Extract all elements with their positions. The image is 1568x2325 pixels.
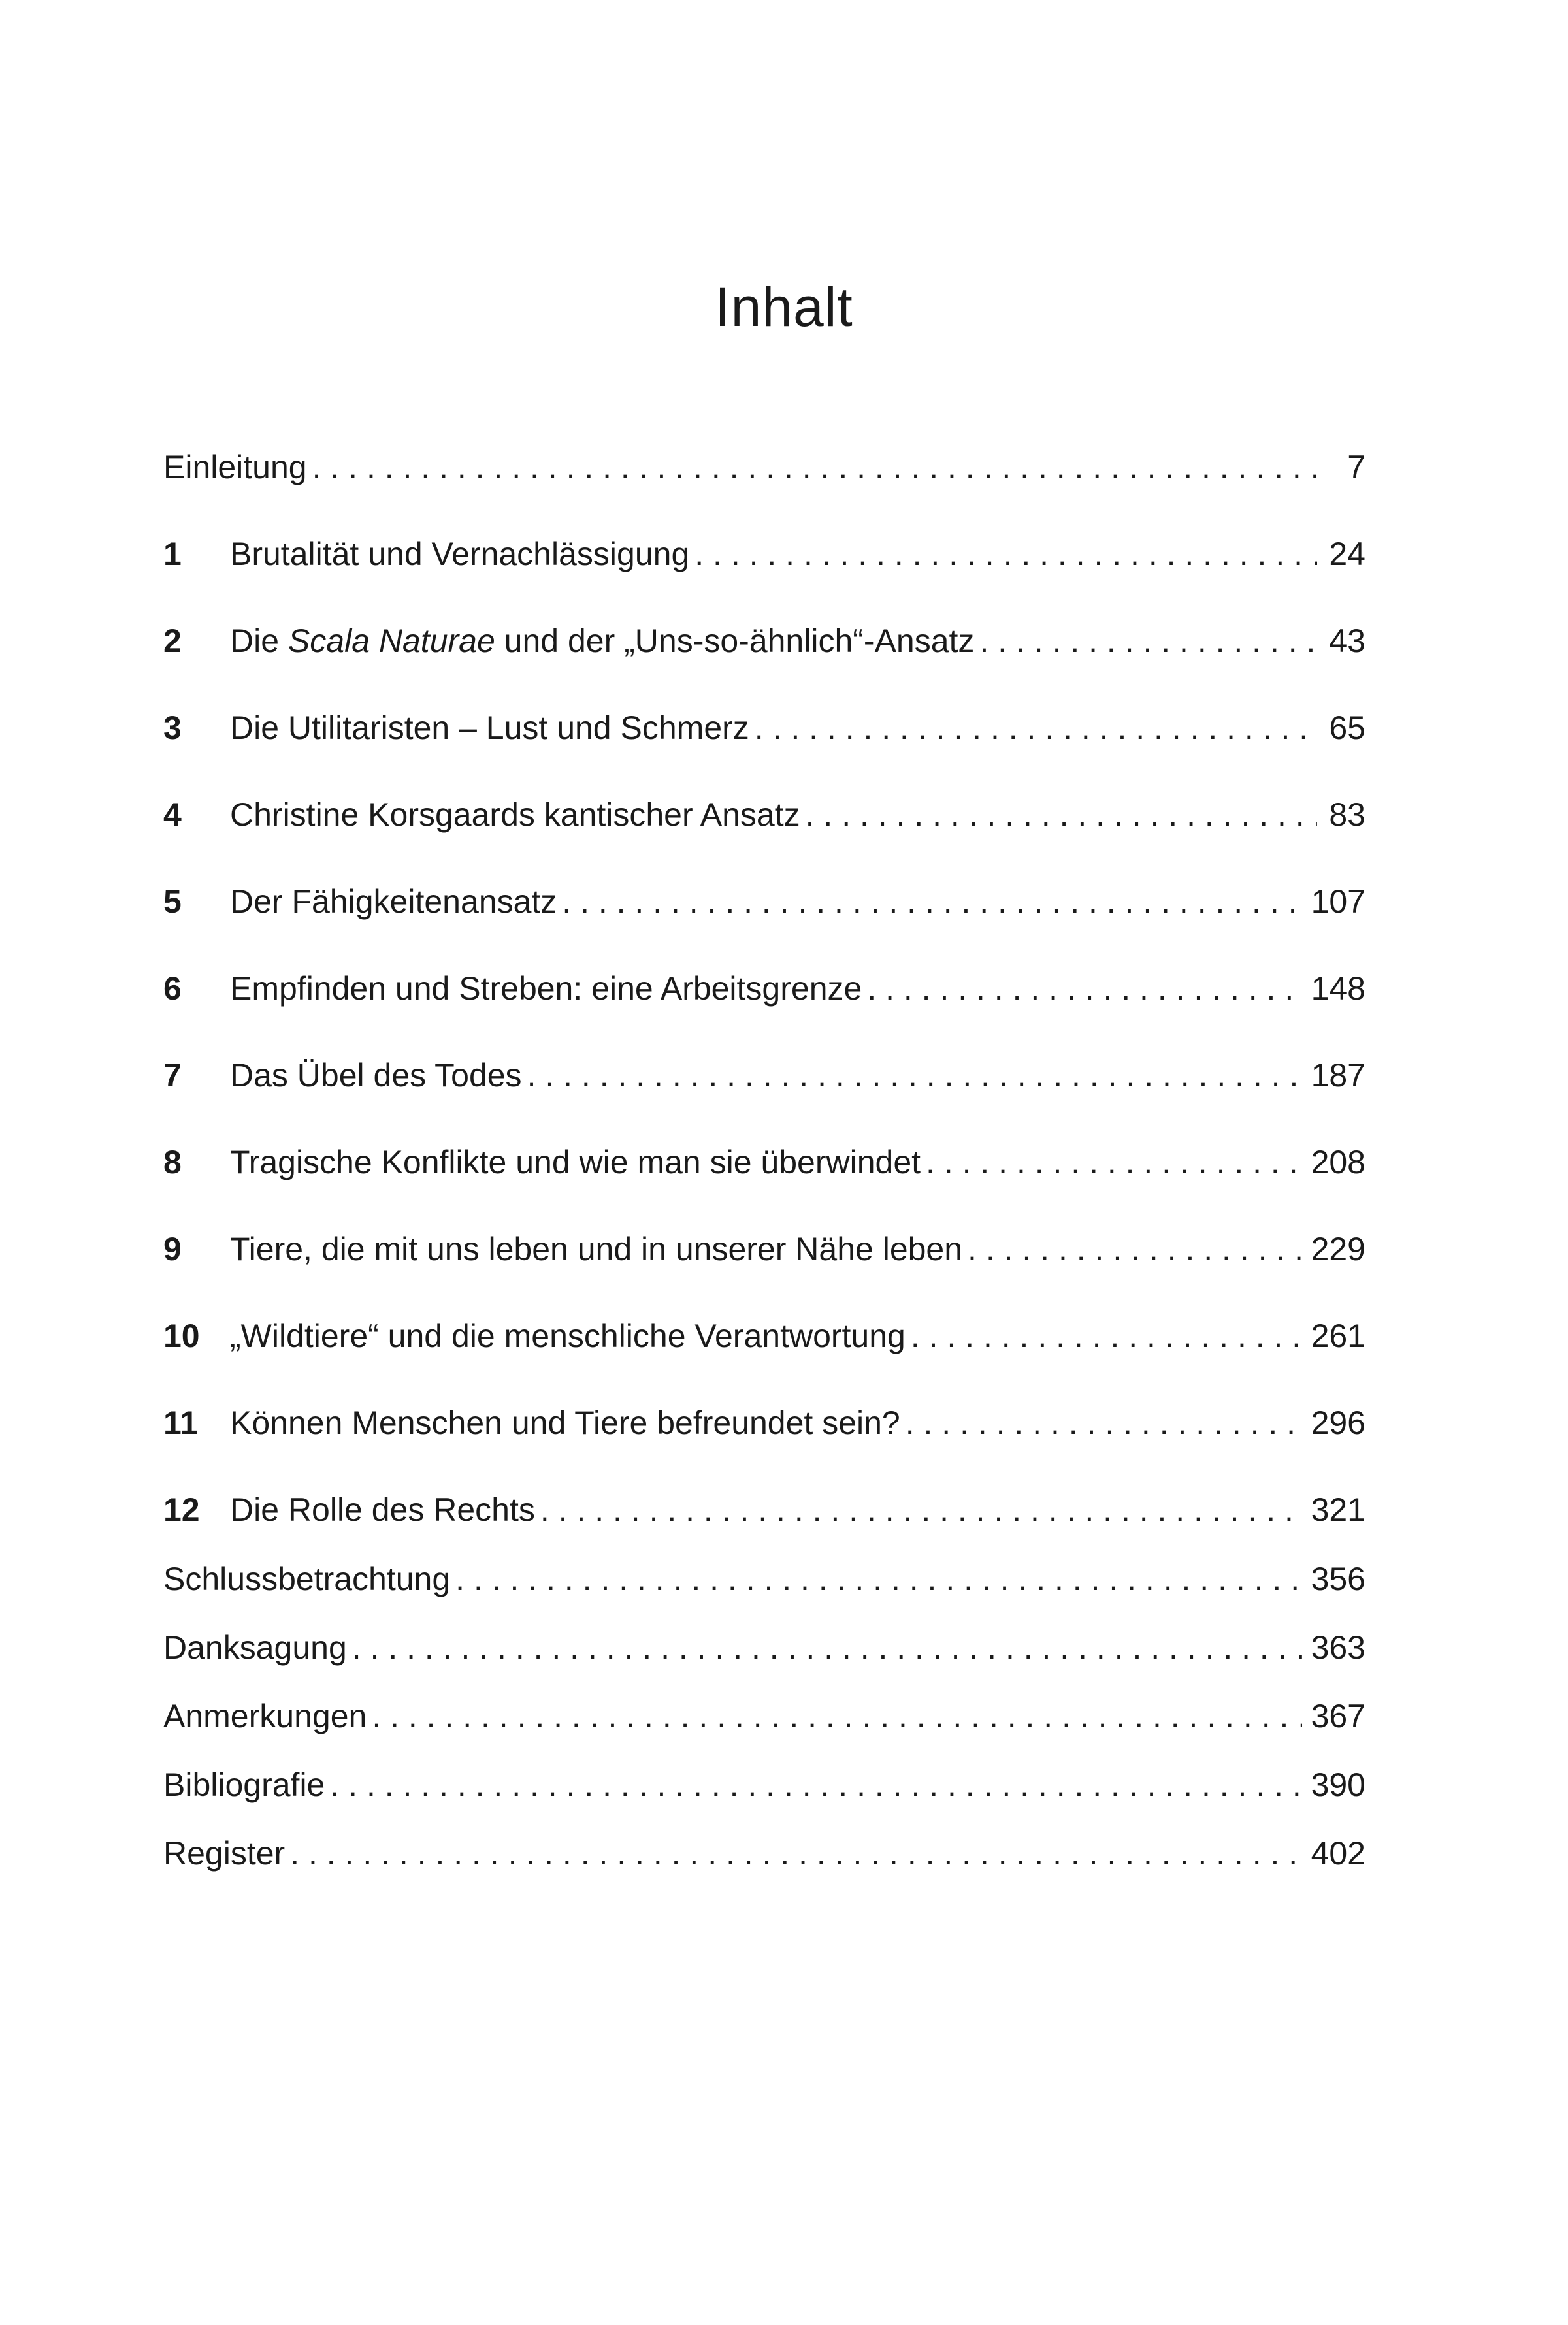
dot-leader (968, 1226, 1302, 1272)
chapter-number: 3 (163, 709, 182, 746)
toc-page-number: 261 (1311, 1318, 1365, 1354)
dot-leader (867, 966, 1301, 1011)
toc-page-number: 356 (1311, 1561, 1365, 1597)
chapter-number: 4 (163, 796, 182, 833)
toc-entry-label: Die Rolle des Rechts (230, 1491, 535, 1528)
dot-leader (290, 1830, 1301, 1876)
toc-entry-chapter-2 (163, 618, 1365, 664)
toc-entry-danksagung (163, 1625, 1365, 1670)
toc-page-number: 229 (1311, 1231, 1365, 1267)
toc-page-number: 7 (1347, 449, 1365, 485)
chapter-number: 11 (163, 1405, 198, 1441)
toc-entry-chapter-12 (163, 1487, 1365, 1533)
toc-entry-label: Empfinden und Streben: eine Arbeitsgrenze (230, 970, 862, 1007)
toc-page-number: 24 (1329, 536, 1365, 572)
chapter-number: 10 (163, 1318, 200, 1354)
toc-page-number: 43 (1329, 623, 1365, 659)
toc-entry-chapter-3 (163, 705, 1365, 751)
toc-entry-chapter-1 (163, 531, 1365, 577)
toc-entry-label: Können Menschen und Tiere befreundet sein? (230, 1405, 900, 1441)
toc-entry-label: Schlussbetrachtung (163, 1561, 451, 1597)
toc-entry-chapter-5 (163, 879, 1365, 924)
toc-page-number: 367 (1311, 1698, 1365, 1734)
dot-leader (979, 618, 1317, 664)
toc-entry-label: „Wildtiere“ und die menschliche Verantwortung (230, 1318, 906, 1354)
toc-entry-label: Tragische Konflikte und wie man sie überwindet (230, 1144, 921, 1180)
toc-entry-label: Bibliografie (163, 1766, 325, 1803)
toc-entry-label: Die Utilitaristen – Lust und Schmerz (230, 709, 749, 746)
label-italic: Scala Naturae (287, 623, 495, 659)
toc-page-number: 402 (1311, 1835, 1365, 1872)
toc-entry-label: Das Übel des Todes (230, 1057, 522, 1094)
chapter-number: 5 (163, 883, 182, 920)
toc-page-number: 363 (1311, 1629, 1365, 1666)
dot-leader (330, 1762, 1301, 1808)
chapter-number: 12 (163, 1491, 200, 1528)
dot-leader (540, 1487, 1302, 1533)
toc-entry-label: Christine Korsgaards kantischer Ansatz (230, 796, 800, 833)
dot-leader (694, 531, 1317, 577)
toc-page-number: 321 (1311, 1491, 1365, 1528)
toc-page-number: 83 (1329, 796, 1365, 833)
dot-leader (562, 879, 1301, 924)
toc-entry-chapter-8 (163, 1139, 1365, 1185)
chapter-number: 8 (163, 1144, 182, 1180)
toc-entry-label: Einleitung (163, 449, 307, 485)
dot-leader (926, 1139, 1302, 1185)
toc-entry-label: Danksagung (163, 1629, 347, 1666)
dot-leader (455, 1556, 1301, 1602)
toc-page-number: 208 (1311, 1144, 1365, 1180)
toc-entry-bibliografie (163, 1762, 1365, 1808)
dot-leader (806, 792, 1317, 837)
toc-entry-label: Anmerkungen (163, 1698, 367, 1734)
dot-leader (527, 1052, 1302, 1098)
toc-entry-label (230, 618, 974, 664)
toc-entry-einleitung (163, 444, 1365, 490)
dot-leader (312, 444, 1317, 490)
toc-entry-label: Der Fähigkeitenansatz (230, 883, 557, 920)
toc-entry-chapter-7 (163, 1052, 1365, 1098)
toc-entry-chapter-10 (163, 1313, 1365, 1359)
label-prefix: Die (230, 623, 288, 659)
chapter-number: 7 (163, 1057, 182, 1094)
dot-leader (906, 1400, 1302, 1446)
chapter-number: 6 (163, 970, 182, 1007)
toc-entry-label: Tiere, die mit uns leben und in unserer Nähe leben (230, 1231, 963, 1267)
toc-page-number: 390 (1311, 1766, 1365, 1803)
chapter-number: 9 (163, 1231, 182, 1267)
toc-page-number: 107 (1311, 883, 1365, 920)
toc-entry-chapter-11 (163, 1400, 1365, 1446)
dot-leader (372, 1693, 1301, 1739)
chapter-number: 2 (163, 623, 182, 659)
chapter-number: 1 (163, 536, 182, 572)
dot-leader (352, 1625, 1302, 1670)
toc-entry-chapter-4 (163, 792, 1365, 837)
dot-leader (755, 705, 1317, 751)
toc-entry-register (163, 1830, 1365, 1876)
toc-entry-chapter-6 (163, 966, 1365, 1011)
toc-page-number: 187 (1311, 1057, 1365, 1094)
page-title: Inhalt (715, 276, 853, 338)
label-suffix: und der „Uns-so-ähnlich“-Ansatz (495, 623, 975, 659)
toc-entry-label: Register (163, 1835, 286, 1872)
toc-page-number: 65 (1329, 709, 1365, 746)
toc-page-number: 148 (1311, 970, 1365, 1007)
toc-entry-label: Brutalität und Vernachlässigung (230, 536, 690, 572)
toc-entry-chapter-9 (163, 1226, 1365, 1272)
toc-page-number: 296 (1311, 1405, 1365, 1441)
toc-entry-anmerkungen (163, 1693, 1365, 1739)
toc-entry-schlussbetrachtung (163, 1556, 1365, 1602)
dot-leader (911, 1313, 1302, 1359)
